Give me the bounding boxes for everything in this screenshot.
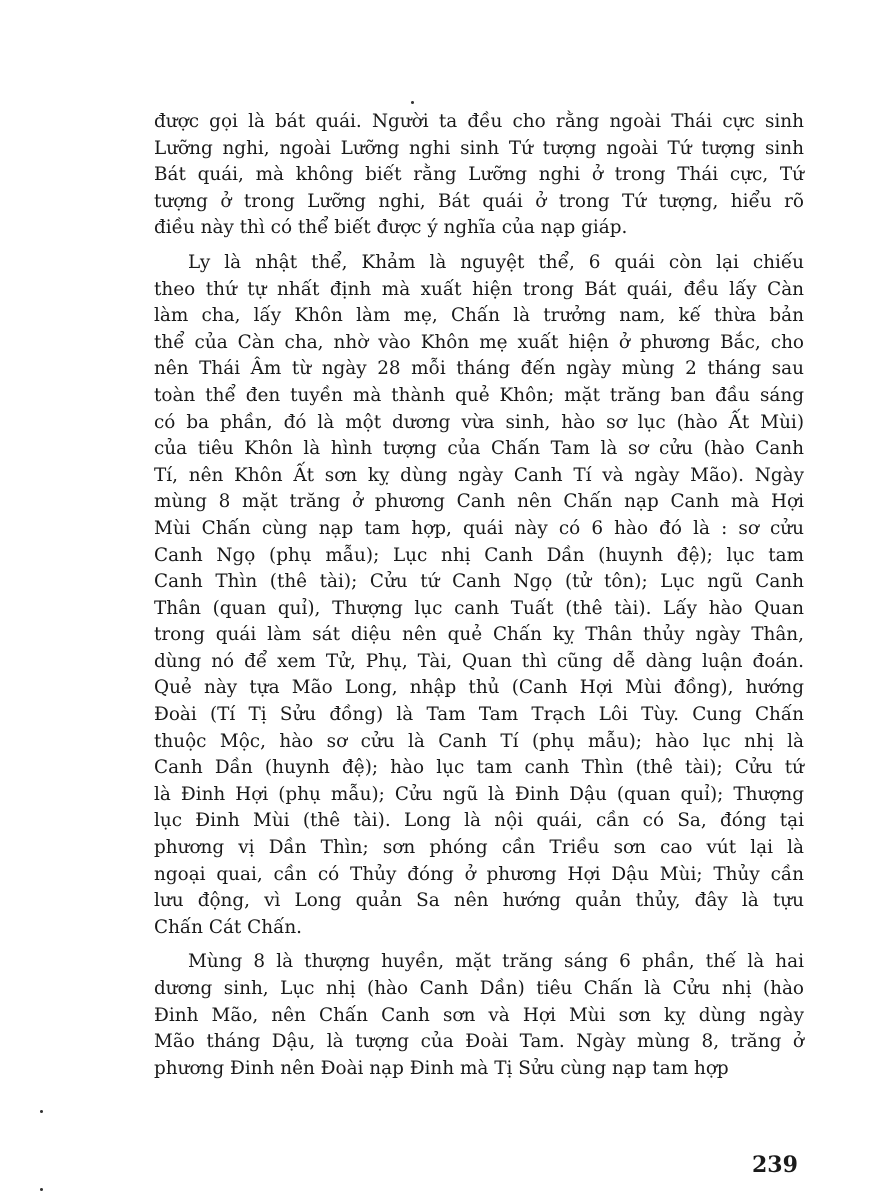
text-line: được gọi là bát quái. Người ta đều cho rằng ngoài Thái cực sinh bbox=[154, 111, 804, 132]
text-line: nên Thái Âm từ ngày 28 mỗi tháng đến ngày mùng 2 tháng sau bbox=[154, 358, 804, 380]
text-line: thể của Càn cha, nhờ vào Khôn mẹ xuất hiện ở phương Bắc, cho bbox=[154, 331, 804, 353]
text-line: Mão tháng Dậu, là tượng của Đoài Tam. Ngày mùng 8, trăng ở bbox=[154, 1031, 804, 1053]
speck-mark bbox=[411, 101, 414, 104]
text-line: Quẻ này tựa Mão Long, nhập thủ (Canh Hợi Mùi đồng), hướng bbox=[154, 677, 804, 699]
page-number: 239 bbox=[752, 1152, 798, 1178]
paragraph bbox=[154, 949, 804, 1082]
text-line: phương vị Dần Thìn; sơn phóng cần Triều sơn cao vút lại là bbox=[154, 837, 804, 859]
text-line: là Đinh Hợi (phụ mẫu); Cửu ngũ là Đinh Dậu (quan quỉ); Thượng bbox=[154, 783, 804, 805]
text-line: Đinh Mão, nên Chấn Canh sơn và Hợi Mùi sơn kỵ dùng ngày bbox=[154, 1004, 804, 1026]
text-line: Canh Ngọ (phụ mẫu); Lục nhị Canh Dần (huynh đệ); lục tam bbox=[154, 544, 804, 566]
text-line: Mùi Chấn cùng nạp tam hợp, quái này có 6 hào đó là : sơ cửu bbox=[154, 517, 804, 539]
text-line: dương sinh, Lục nhị (hào Canh Dần) tiêu Chấn là Cửu nhị (hào bbox=[154, 978, 804, 999]
text-line: có ba phần, đó là một dương vừa sinh, hào sơ lục (hào Ất Mùi) bbox=[154, 411, 804, 433]
text-line: Bát quái, mà không biết rằng Lưỡng nghi ở trong Thái cực, Tứ bbox=[154, 164, 804, 186]
text-line: điều này thì có thể biết được ý nghĩa của nạp giáp. bbox=[154, 217, 628, 239]
text-line: Thân (quan quỉ), Thượng lục canh Tuất (thê tài). Lấy hào Quan bbox=[154, 597, 804, 619]
text-line: làm cha, lấy Khôn làm mẹ, Chấn là trưởng nam, kế thừa bản bbox=[154, 305, 804, 327]
text-line: lục Đinh Mùi (thê tài). Long là nội quái, cần có Sa, đóng tại bbox=[154, 810, 804, 832]
text-line: toàn thể đen tuyền mà thành quẻ Khôn; mặt trăng ban đầu sáng bbox=[154, 384, 804, 406]
text-line: Chấn Cát Chấn. bbox=[154, 916, 303, 938]
text-line: Đoài (Tí Tị Sửu đồng) là Tam Tam Trạch Lôi Tùy. Cung Chấn bbox=[154, 704, 804, 726]
text-line: Tí, nên Khôn Ất sơn kỵ dùng ngày Canh Tí và ngày Mão). Ngày bbox=[154, 464, 804, 486]
text-line: phương Đinh nên Đoài nạp Đinh mà Tị Sửu cùng nạp tam hợp bbox=[154, 1057, 729, 1079]
text-line: lưu động, vì Long quản Sa nên hướng quản thủy, đây là tựu bbox=[154, 890, 804, 912]
text-line: Mùng 8 là thượng huyền, mặt trăng sáng 6 phần, thế là hai bbox=[188, 951, 804, 973]
text-line: Lưỡng nghi, ngoài Lưỡng nghi sinh Tứ tượng ngoài Tứ tượng sinh bbox=[154, 137, 804, 159]
paragraph bbox=[154, 109, 804, 242]
text-line: thuộc Mộc, hào sơ cửu là Canh Tí (phụ mẫu); hào lục nhị là bbox=[154, 730, 804, 752]
text-line: Canh Dần (huynh đệ); hào lục tam canh Thìn (thê tài); Cửu tứ bbox=[154, 757, 804, 779]
text-line: Canh Thìn (thê tài); Cửu tứ Canh Ngọ (tử tôn); Lục ngũ Canh bbox=[154, 571, 804, 593]
text-line: trong quái làm sát diệu nên quẻ Chấn kỵ Thân thủy ngày Thân, bbox=[154, 624, 804, 646]
text-line: Ly là nhật thể, Khảm là nguyệt thể, 6 quái còn lại chiếu bbox=[188, 251, 804, 273]
text-line: dùng nó để xem Tử, Phụ, Tài, Quan thì cũng dễ dàng luận đoán. bbox=[154, 650, 804, 672]
text-line: ngoại quai, cần có Thủy đóng ở phương Hợi Dậu Mùi; Thủy cần bbox=[154, 863, 804, 885]
speck-mark bbox=[40, 1110, 43, 1113]
body-text bbox=[154, 109, 804, 1082]
text-line: theo thứ tự nhất định mà xuất hiện trong Bát quái, đều lấy Càn bbox=[154, 278, 804, 300]
speck-mark bbox=[40, 1188, 43, 1191]
text-line: tượng ở trong Lưỡng nghi, Bát quái ở trong Tứ tượng, hiểu rõ bbox=[154, 190, 804, 212]
paragraph bbox=[154, 250, 804, 941]
text-line: của tiêu Khôn là hình tượng của Chấn Tam là sơ cửu (hào Canh bbox=[154, 438, 804, 460]
text-line: mùng 8 mặt trăng ở phương Canh nên Chấn nạp Canh mà Hợi bbox=[154, 491, 804, 513]
